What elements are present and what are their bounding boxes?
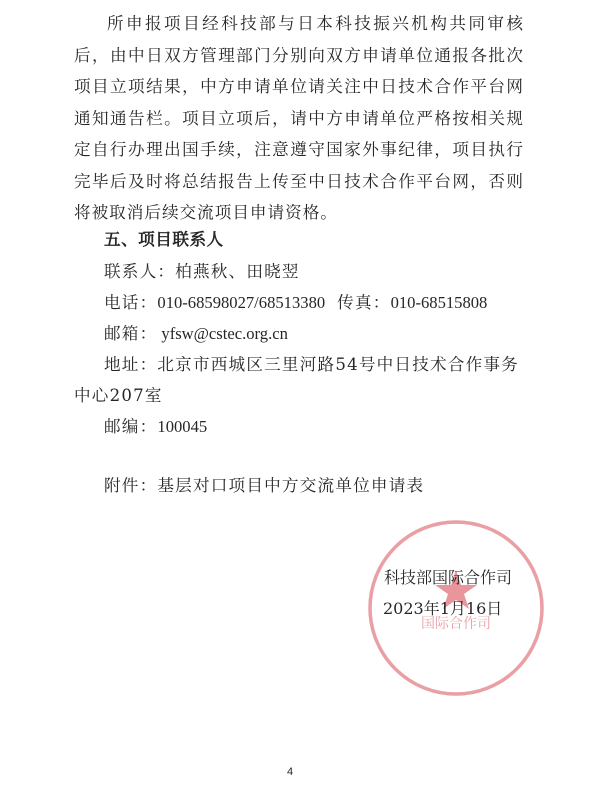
body-paragraph: 所申报项目经科技部与日本科技振兴机构共同审核后，由中日双方管理部门分别向双方申请单位通报各批次项目立项结果，中方申请单位请关注中日技术合作平台网通知通告栏。项目立项后，请中方申请单位严格按相关规定自行办理出国手续，注意遵守国家外事纪律，项目执行完毕后及时将总结报告上传至中日技术合作平台网，否则将被取消后续交流项目申请资格。	[74, 14, 524, 222]
address-line-1: 地址：北京市西城区三里河路54号中日技术合作事务	[104, 355, 519, 374]
attachment-line: 附件：基层对口项目中方交流单位申请表	[104, 476, 425, 495]
contact-person: 联系人：柏燕秋、田晓翌	[104, 262, 300, 281]
seal-text: 国际合作司	[421, 616, 491, 632]
section-heading: 五、项目联系人	[104, 230, 224, 249]
contact-email-line	[104, 323, 288, 345]
fax-label: 传真：	[337, 293, 391, 312]
email-label: 邮箱：	[104, 324, 158, 343]
email-value: yfsw@cstec.org.cn	[161, 324, 288, 343]
phone-label: 电话：	[104, 293, 158, 312]
postcode-value: 100045	[157, 417, 208, 436]
postcode-label: 邮编：	[104, 417, 158, 436]
phone-value: 010-68598027/68513380	[157, 293, 326, 312]
page-number: 4	[287, 766, 294, 778]
address-line-2: 中心207室	[74, 386, 163, 405]
fax-value: 010-68515808	[390, 293, 488, 312]
signature-date: 2023年1月16日	[383, 599, 503, 618]
contact-phone-line	[104, 292, 487, 314]
signature-organization: 科技部国际合作司	[384, 568, 513, 587]
contact-postcode-line	[104, 416, 207, 438]
